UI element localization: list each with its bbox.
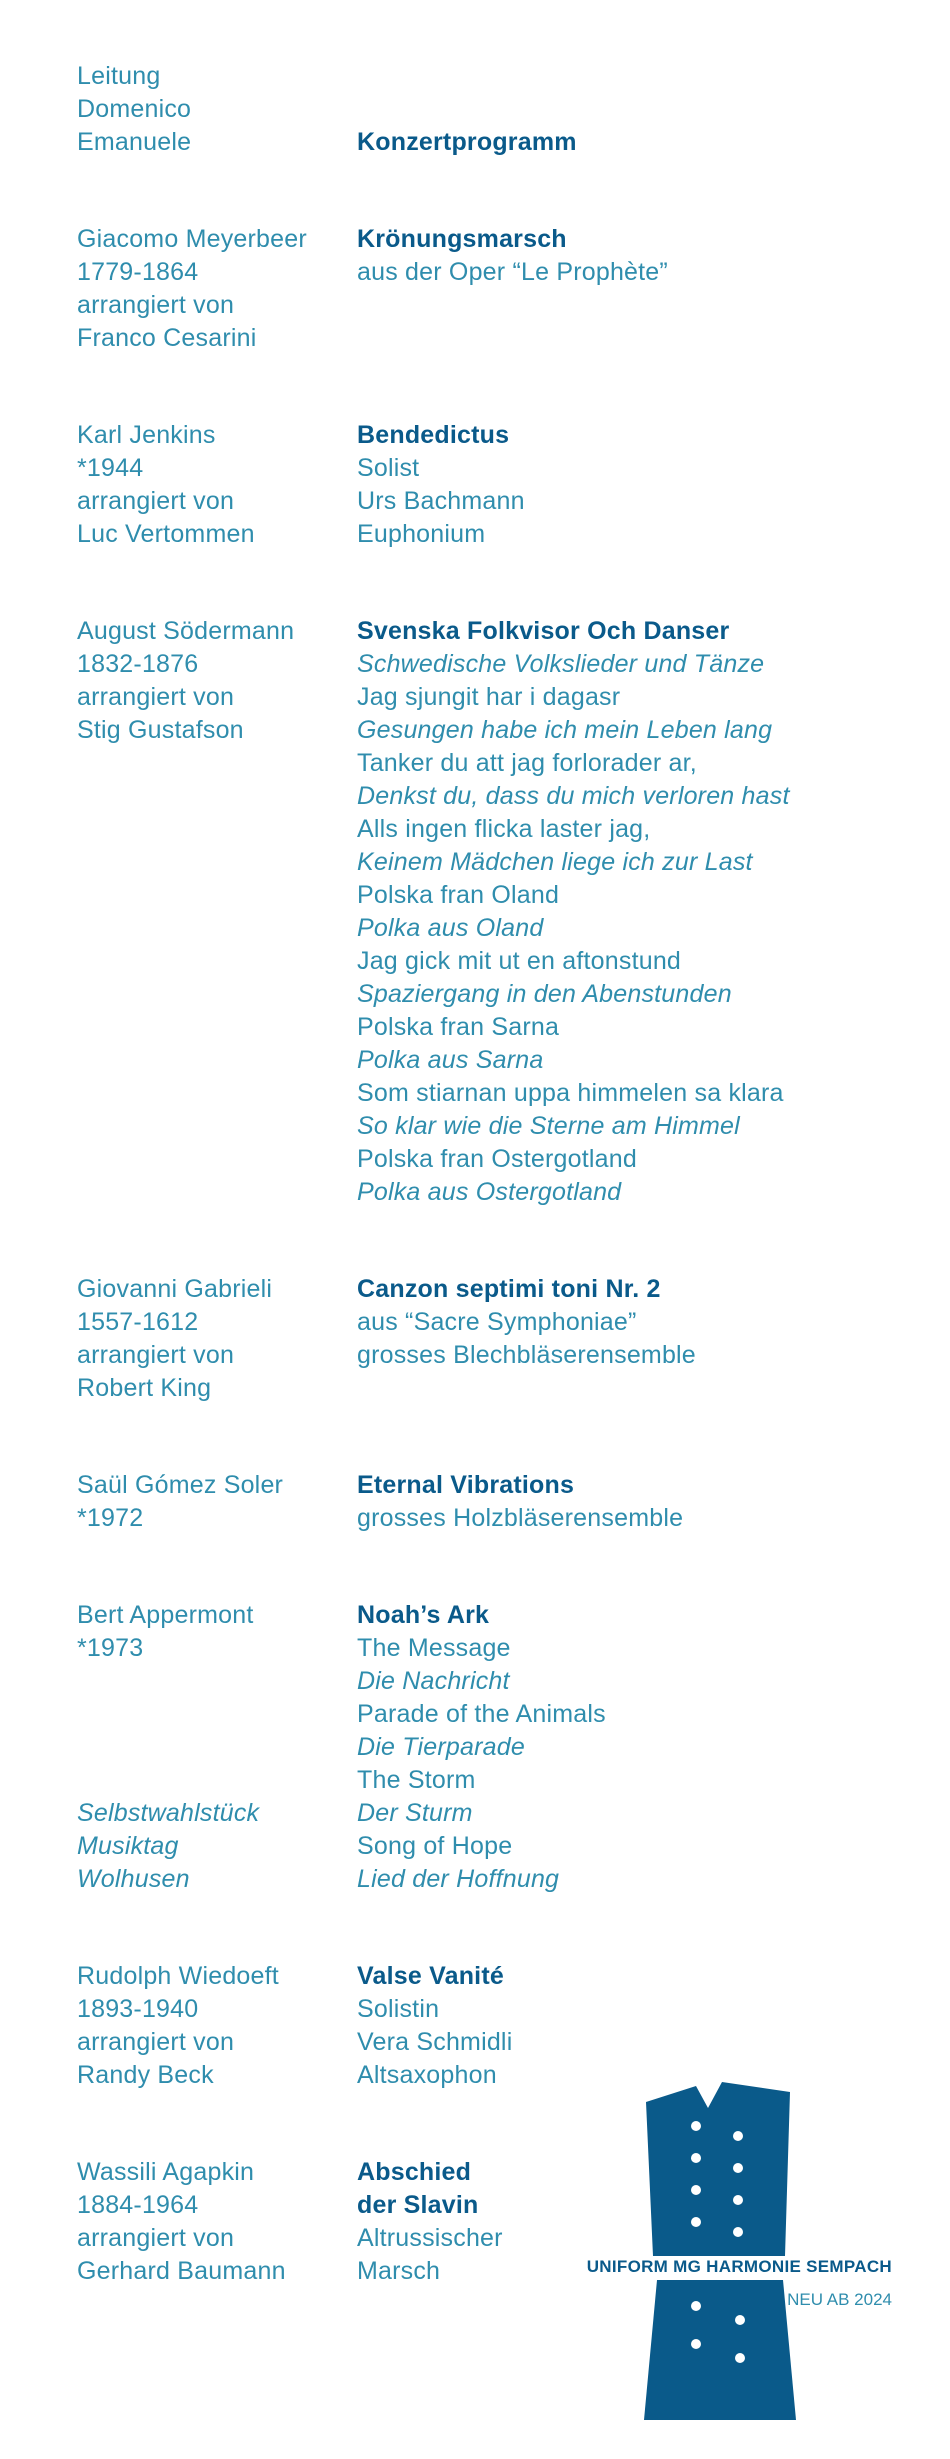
composer-column bbox=[77, 1599, 357, 1896]
piece-line: Tanker du att jag forlorader ar, bbox=[357, 749, 697, 777]
composer-line: *1973 bbox=[77, 1634, 144, 1662]
composer-line bbox=[77, 1764, 357, 1797]
piece-line: Denkst du, dass du mich verloren hast bbox=[357, 782, 790, 810]
composer-column bbox=[77, 60, 357, 159]
piece-title: Valse Vanité bbox=[357, 1962, 504, 1990]
composer-line: 1557-1612 bbox=[77, 1308, 199, 1336]
piece-column bbox=[357, 1469, 893, 1535]
program-section bbox=[77, 1960, 893, 2092]
composer-line bbox=[77, 1698, 357, 1731]
composer-line: Emanuele bbox=[77, 128, 192, 156]
composer-line: arrangiert von bbox=[77, 487, 235, 515]
composer-line bbox=[77, 1731, 357, 1764]
composer-line: arrangiert von bbox=[77, 1341, 235, 1369]
piece-line: Polska fran Oland bbox=[357, 881, 560, 909]
piece-line: The Storm bbox=[357, 1766, 476, 1794]
composer-column bbox=[77, 1469, 357, 1535]
piece-line: Jag gick mit ut en aftonstund bbox=[357, 947, 682, 975]
piece-line: Euphonium bbox=[357, 520, 486, 548]
piece-line: aus der Oper “Le Prophète” bbox=[357, 258, 668, 286]
piece-line bbox=[357, 60, 893, 93]
composer-line: Bert Appermont bbox=[77, 1601, 254, 1629]
composer-line: Giacomo Meyerbeer bbox=[77, 225, 307, 253]
uniform-figure bbox=[572, 2080, 892, 2430]
composer-line: Luc Vertommen bbox=[77, 520, 255, 548]
piece-line: Polska fran Ostergotland bbox=[357, 1145, 637, 1173]
piece-line: Song of Hope bbox=[357, 1832, 513, 1860]
composer-line: Saül Gómez Soler bbox=[77, 1471, 284, 1499]
composer-line: Franco Cesarini bbox=[77, 324, 257, 352]
piece-line: Spaziergang in den Abenstunden bbox=[357, 980, 732, 1008]
piece-title: Konzertprogramm bbox=[357, 128, 577, 156]
piece-line: The Message bbox=[357, 1634, 511, 1662]
piece-column bbox=[357, 419, 893, 551]
piece-line: Marsch bbox=[357, 2257, 441, 2285]
piece-line: Altrussischer bbox=[357, 2224, 503, 2252]
composer-line: 1884-1964 bbox=[77, 2191, 199, 2219]
piece-line: Som stiarnan uppa himmelen sa klara bbox=[357, 1079, 784, 1107]
piece-line: Gesungen habe ich mein Leben lang bbox=[357, 716, 773, 744]
piece-line: Solist bbox=[357, 454, 420, 482]
concert-program bbox=[77, 60, 893, 2352]
piece-line: aus “Sacre Symphoniae” bbox=[357, 1308, 637, 1336]
piece-line: Parade of the Animals bbox=[357, 1700, 606, 1728]
piece-column bbox=[357, 1960, 893, 2092]
piece-line: Polka aus Ostergotland bbox=[357, 1178, 622, 1206]
composer-line: Robert King bbox=[77, 1374, 212, 1402]
piece-title: Svenska Folkvisor Och Danser bbox=[357, 617, 730, 645]
piece-title: der Slavin bbox=[357, 2191, 479, 2219]
program-section bbox=[77, 60, 893, 159]
piece-line: Lied der Hoffnung bbox=[357, 1865, 560, 1893]
composer-line: 1893-1940 bbox=[77, 1995, 199, 2023]
piece-line: Polska fran Sarna bbox=[357, 1013, 560, 1041]
piece-line: Altsaxophon bbox=[357, 2061, 497, 2089]
uniform-sublabel: NEU AB 2024 bbox=[787, 2290, 892, 2309]
composer-line: *1972 bbox=[77, 1504, 144, 1532]
composer-column bbox=[77, 1960, 357, 2092]
composer-line: Rudolph Wiedoeft bbox=[77, 1962, 279, 1990]
composer-line: Wolhusen bbox=[77, 1865, 190, 1893]
piece-column bbox=[357, 60, 893, 159]
piece-line: So klar wie die Sterne am Himmel bbox=[357, 1112, 740, 1140]
piece-title: Abschied bbox=[357, 2158, 472, 2186]
piece-line: Solistin bbox=[357, 1995, 440, 2023]
piece-column bbox=[357, 1599, 893, 1896]
composer-line: Musiktag bbox=[77, 1832, 179, 1860]
piece-title: Noah’s Ark bbox=[357, 1601, 490, 1629]
program-section bbox=[77, 615, 893, 1209]
piece-line: Die Nachricht bbox=[357, 1667, 510, 1695]
piece-column bbox=[357, 1273, 893, 1405]
composer-line bbox=[77, 1665, 357, 1698]
piece-line: Vera Schmidli bbox=[357, 2028, 513, 2056]
piece-line: Schwedische Volkslieder und Tänze bbox=[357, 650, 765, 678]
composer-line: Wassili Agapkin bbox=[77, 2158, 255, 2186]
composer-line: Stig Gustafson bbox=[77, 716, 244, 744]
piece-line: grosses Blechbläserensemble bbox=[357, 1341, 696, 1369]
piece-line: grosses Holzbläserensemble bbox=[357, 1504, 684, 1532]
piece-line: Keinem Mädchen liege ich zur Last bbox=[357, 848, 753, 876]
piece-line: Die Tierparade bbox=[357, 1733, 525, 1761]
composer-column bbox=[77, 2156, 357, 2288]
piece-line: Der Sturm bbox=[357, 1799, 473, 1827]
composer-line: arrangiert von bbox=[77, 683, 235, 711]
composer-line: *1944 bbox=[77, 454, 144, 482]
piece-column bbox=[357, 223, 893, 355]
composer-line: Randy Beck bbox=[77, 2061, 214, 2089]
uniform-label: UNIFORM MG HARMONIE SEMPACH bbox=[586, 2257, 892, 2276]
uniform-jacket-icon bbox=[640, 2080, 800, 2420]
program-section bbox=[77, 419, 893, 551]
composer-line: arrangiert von bbox=[77, 291, 235, 319]
composer-column bbox=[77, 1273, 357, 1405]
composer-line: Leitung bbox=[77, 62, 161, 90]
composer-line: August Södermann bbox=[77, 617, 295, 645]
program-section bbox=[77, 223, 893, 355]
composer-line: Gerhard Baumann bbox=[77, 2257, 286, 2285]
composer-line: Domenico bbox=[77, 95, 192, 123]
piece-line: Alls ingen flicka laster jag, bbox=[357, 815, 651, 843]
piece-title: Krönungsmarsch bbox=[357, 225, 567, 253]
composer-line: Selbstwahlstück bbox=[77, 1799, 260, 1827]
composer-column bbox=[77, 223, 357, 355]
composer-column bbox=[77, 419, 357, 551]
composer-line: Karl Jenkins bbox=[77, 421, 216, 449]
piece-title: Canzon septimi toni Nr. 2 bbox=[357, 1275, 661, 1303]
composer-column bbox=[77, 615, 357, 1209]
piece-line: Jag sjungit har i dagasr bbox=[357, 683, 621, 711]
piece-line: Urs Bachmann bbox=[357, 487, 525, 515]
piece-title: Bendedictus bbox=[357, 421, 510, 449]
program-section bbox=[77, 1273, 893, 1405]
piece-title: Eternal Vibrations bbox=[357, 1471, 575, 1499]
program-section bbox=[77, 1469, 893, 1535]
program-section bbox=[77, 1599, 893, 1896]
piece-column bbox=[357, 615, 893, 1209]
piece-line bbox=[357, 93, 893, 126]
composer-line: Giovanni Gabrieli bbox=[77, 1275, 273, 1303]
composer-line: 1832-1876 bbox=[77, 650, 199, 678]
composer-line: 1779-1864 bbox=[77, 258, 199, 286]
piece-line: Polka aus Oland bbox=[357, 914, 544, 942]
piece-line: Polka aus Sarna bbox=[357, 1046, 544, 1074]
composer-line: arrangiert von bbox=[77, 2028, 235, 2056]
composer-line: arrangiert von bbox=[77, 2224, 235, 2252]
